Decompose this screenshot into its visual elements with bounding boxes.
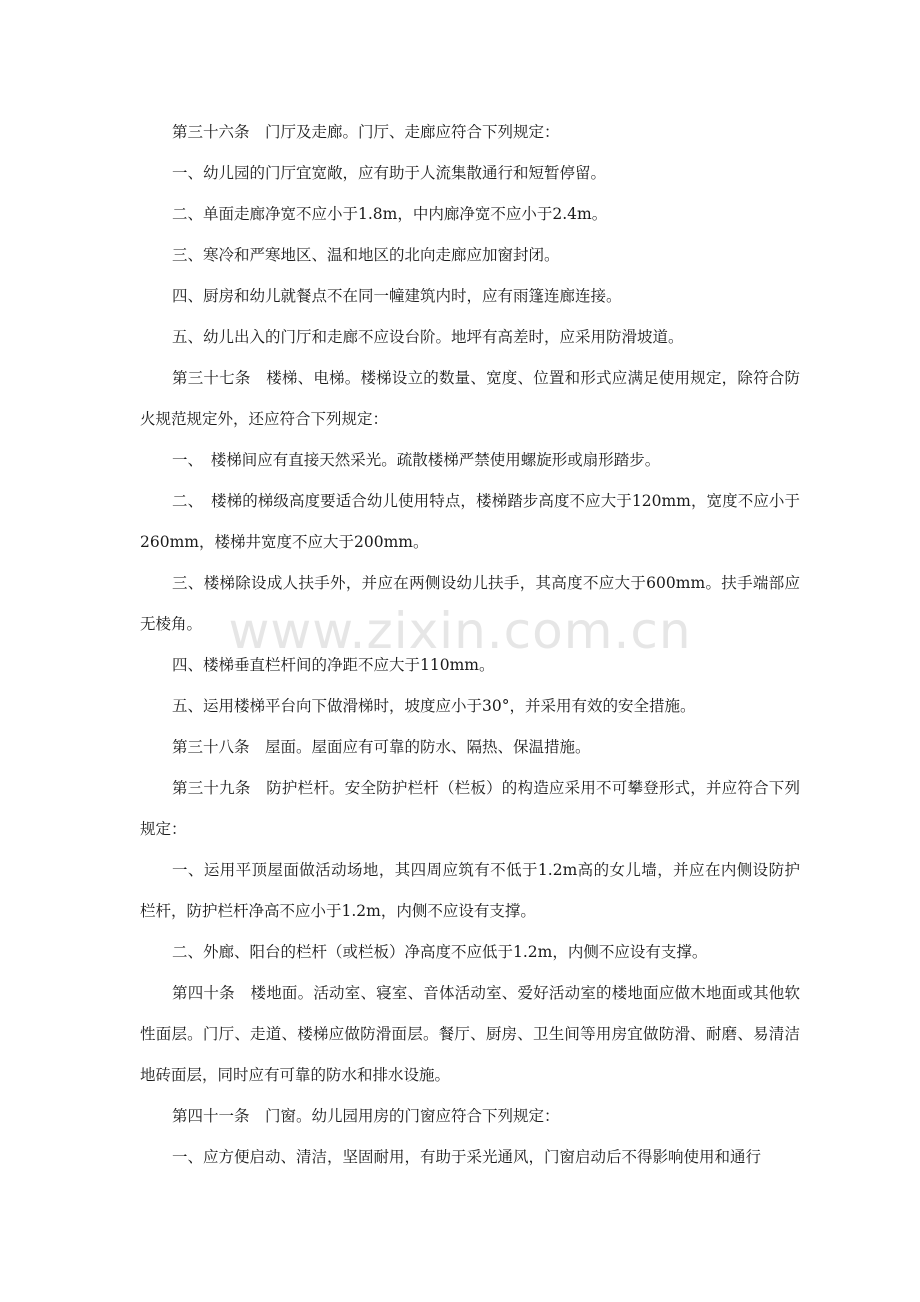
- paragraph: 二、 楼梯的梯级高度要适合幼儿使用特点，楼梯踏步高度不应大于120mm，宽度不应小于260mm，楼梯井宽度不应大于200mm。: [140, 492, 800, 551]
- paragraph: 二、单面走廊净宽不应小于1.8m，中内廊净宽不应小于2.4m。: [172, 205, 608, 223]
- paragraph: 一、运用平顶屋面做活动场地，其四周应筑有不低于1.2m高的女儿墙，并应在内侧设防护栏杆，防护栏杆净高不应小于1.2m，内侧不应设有支撑。: [140, 861, 800, 920]
- paragraph: 三、楼梯除设成人扶手外，并应在两侧设幼儿扶手，其高度不应大于600mm。扶手端部应无棱角。: [140, 574, 800, 633]
- paragraph: 第三十九条 防护栏杆。安全防护栏杆（栏板）的构造应采用不可攀登形式，并应符合下列规定：: [140, 779, 800, 838]
- paragraph: 第三十七条 楼梯、电梯。楼梯设立的数量、宽度、位置和形式应满足使用规定，除符合防火规范规定外，还应符合下列规定：: [140, 369, 800, 428]
- paragraph: 一、 楼梯间应有直接天然采光。疏散楼梯严禁使用螺旋形或扇形踏步。: [172, 451, 661, 469]
- paragraph: 三、寒冷和严寒地区、温和地区的北向走廊应加窗封闭。: [172, 246, 560, 264]
- paragraph: 第三十六条 门厅及走廊。门厅、走廊应符合下列规定：: [172, 123, 560, 141]
- paragraph: 一、应方便启动、清洁，坚固耐用，有助于采光通风，门窗启动后不得影响使用和通行: [172, 1148, 762, 1166]
- paragraph: 四、厨房和幼儿就餐点不在同一幢建筑内时，应有雨篷连廊连接。: [172, 287, 622, 305]
- paragraph: 五、运用楼梯平台向下做滑梯时，坡度应小于30°，并采用有效的安全措施。: [172, 697, 696, 715]
- paragraph: 第三十八条 屋面。屋面应有可靠的防水、隔热、保温措施。: [172, 738, 591, 756]
- paragraph: 一、幼儿园的门厅宜宽敞，应有助于人流集散通行和短暂停留。: [172, 164, 607, 182]
- paragraph: 四、楼梯垂直栏杆间的净距不应大于110mm。: [172, 656, 495, 674]
- watermark: www.zixin.com.cn: [228, 602, 692, 660]
- paragraph: 第四十一条 门窗。幼儿园用房的门窗应符合下列规定：: [172, 1107, 560, 1125]
- paragraph: 第四十条 楼地面。活动室、寝室、音体活动室、爱好活动室的楼地面应做木地面或其他软性面层。门厅、走道、楼梯应做防滑面层。餐厅、厨房、卫生间等用房宜做防滑、耐磨、易清洁地砖面层，同时应有可靠的防水和排水设施。: [140, 984, 800, 1084]
- document-body: [140, 112, 800, 1178]
- paragraph: 二、外廊、阳台的栏杆（或栏板）净高度不应低于1.2m，内侧不应设有支撑。: [172, 943, 708, 961]
- paragraph: 五、幼儿出入的门厅和走廊不应设台阶。地坪有高差时，应采用防滑坡道。: [172, 328, 684, 346]
